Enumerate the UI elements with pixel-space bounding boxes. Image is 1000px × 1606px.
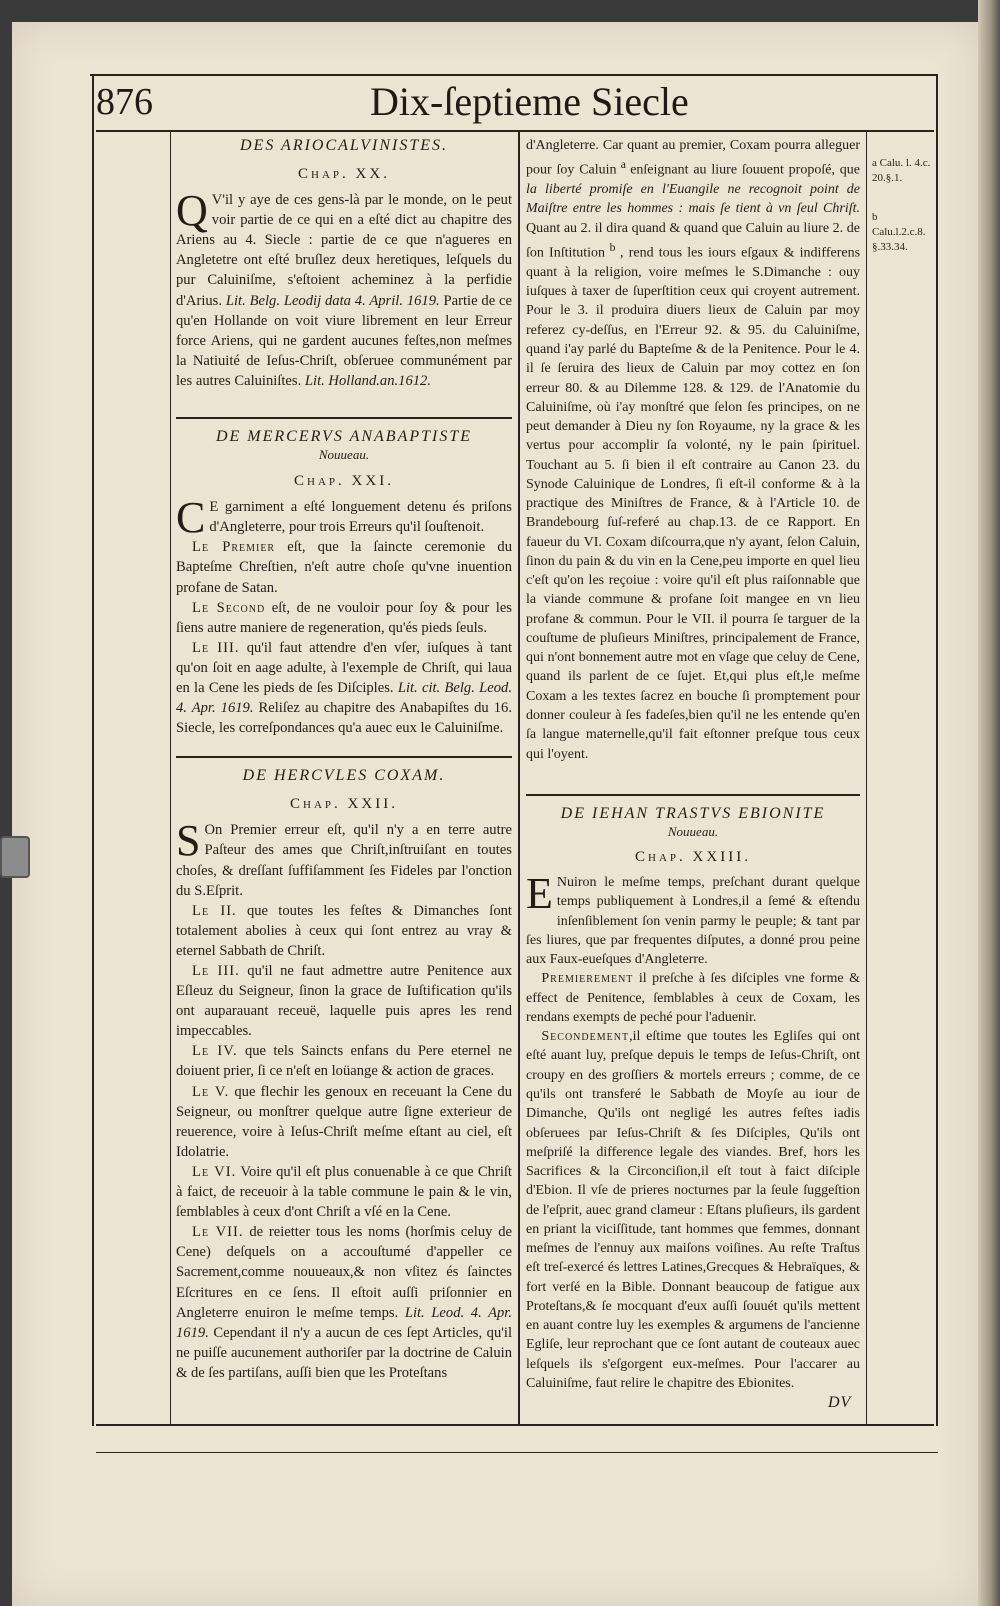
paragraph-text: Voire qu'il eſt plus conuenable à ce que Chriſt à faict, de receuoir à la table commune le pain & le vin, ſemblables à ceux d'ont Chriſt a vſé en la Cene. — [176, 1163, 512, 1221]
section-ariocalvinistes — [176, 136, 512, 391]
right-col-rule — [866, 132, 867, 1424]
citation: Lit. Belg. Leodij data 4. April. 1619. — [225, 292, 440, 309]
article-lead: Le IV. — [192, 1043, 238, 1060]
drop-cap: Q — [176, 186, 208, 236]
frame-top-rule — [90, 74, 938, 76]
page-edge — [978, 0, 1000, 1606]
chapter-heading: Chap. XXII. — [290, 796, 398, 813]
paragraph-text: il preſche à ſes diſciples vne forme & effect de Penitence, ſemblables à ceux de Coxam, les rendans exempts de peché pour l'aduenir. — [526, 971, 860, 1025]
margin-notes — [872, 152, 932, 255]
drop-cap: S — [176, 816, 201, 866]
paragraph-text: On Premier erreur eſt, qu'il n'y a en terre autre Paſteur des ames que Chriſt,inſtruiſant en toutes choſes, & dreſſant ſuffiſamment ſes Fideles par l'onction du S.Eſprit. — [176, 822, 512, 899]
paragraph — [176, 1222, 512, 1383]
section-title: DE MERCERVS ANABAPTISTE — [215, 428, 473, 446]
frame-right-rule — [936, 74, 938, 1426]
article-lead: Secondement — [541, 1029, 630, 1045]
binder-clip — [0, 836, 30, 878]
paragraph — [176, 901, 512, 961]
drop-cap: C — [176, 493, 206, 543]
paragraph-text: E garniment a eſté longuement detenu és priſons d'Angleterre, pour trois Erreurs qu'il ſouſtenoit. — [209, 499, 512, 536]
section-subtitle: Nouueau. — [318, 447, 370, 463]
paragraph-text: Reliſez au chapitre des Anabapiſtes du 16. Siecle, les correſpondances qu'a auec eux le Caluiniſme. — [176, 700, 512, 737]
bottom-rule-2 — [96, 1452, 938, 1453]
chapter-heading: Chap. XXI. — [294, 473, 394, 490]
paragraph — [176, 186, 512, 391]
paragraph — [176, 1041, 512, 1081]
frame-left-rule — [92, 74, 94, 1426]
article-lead: Le Premier — [192, 539, 276, 556]
drop-cap: E — [526, 869, 553, 919]
paragraph — [176, 537, 512, 597]
paragraph — [176, 493, 512, 543]
page-number: 876 — [96, 81, 153, 123]
margin-note-b: b Calu.l.2.c.8. §.33.34. — [872, 211, 926, 253]
note-marker: b — [605, 240, 621, 254]
section-title: DE HERCVLES COXAM. — [242, 767, 446, 785]
paragraph-text: , rend tous les iours eſgaux & indifferens quant à la religion, voire meſmes le S.Dimanche : ouy iuſques à taxer de ſuperſtition ceux qui croyent autrement. Pour le 3. il produira diuers lieux de Caluin par moy referez cy-deſſus, en l'Erreur 92. & 95. du Caluiniſme, quand i'ay parlé du Bapteſme & de la Penitence. Pour le 4. il ſe ſeruira des lieux de Caluin par moy cottez en ſon erreur 80. & au Dilemme 128. & 129. de l'Anatomie du Caluiniſme, où i'ay monſtré que ſelon ſes principes, on ne peut demander à Dieu ny ſon Royaume, ny la grace & les vertus pour accomplir ſa volonté, ny le pain ſpirituel. Touchant au 5. ſi bien il eſt contraire au Canon 23. du Synode Caluinique de Londres, ſi eſt-il conforme & à la practique des Miniſtres de France, & à l'Article 10. de Brandebourg ſuſ-referé au chap.13. de ce Rapport. En faueur du VI. Coxam diſcourra,que n'y ayant, ſelon Caluin, ſinon du pain & du vin en la Cene,peu importe en quel lieu c'eſt qu'on les reçoiue : voire qu'il eſt plus raiſonnable que la viande commune & profane ſoit mangee en vn lieu profane & commun. Pour le VII. il pourra ſe targuer de la couſtume de pluſieurs Miniſtres, principalement de France, qui n'ont bonnement autre mot en vſage que celuy de Cene, quand ils parlent de ce ſujet. Et,qui plus eſt,le meſme Coxam a les textes ſacrez en bouche ſi promptement pour donner couleur à ſes fadeſes,bien qu'il ne les entende qu'en ſa langue maternelle,qu'il fait eſtonner preſque tous ceux qui l'oyent. — [526, 245, 861, 762]
article-lead: Premierement — [541, 971, 634, 987]
paragraph — [176, 961, 512, 1041]
paragraph — [526, 1027, 860, 1393]
paragraph-text: Nuiron le meſme temps, preſchant durant quelque temps publiquement à Londres,il a ſemé & eſtendu inſenſiblement ſon venin parmy le peuple; & tant par ſes liures, que par frequentes diſputes, a donné prou peine aux Faux-eueſques d'Angleterre. — [526, 875, 860, 968]
header-rule — [96, 130, 934, 132]
section-trastus — [526, 804, 860, 1393]
citation: Lit. cit. Belg. Leod. 4. Apr. 1619. — [176, 679, 512, 717]
paragraph-text: Partie de ce qu'en Hollande on voit viure librement en leur Erreur force Ariens, qui ne gardent aucunes feſtes,non meſmes la Natiuité de Ieſus-Chriſt, obſeruee communément par les autres Caluiniſtes. — [176, 292, 512, 389]
right-column — [526, 136, 860, 1393]
section-mercerus — [176, 427, 512, 738]
section-title: DE IEHAN TRASTVS EBIONITE — [560, 804, 826, 822]
paragraph-text: de reietter tous les noms (horſmis celuy de Cene) deſquels on a accouſtumé d'appeller ce Sacrement,comme nouueaux,& non vſitez és ſainctes Eſcritures en ce ſens. Il eſtoit auſſi priſonnier en Angleterre enuiron le meſme temps. — [176, 1224, 512, 1321]
paragraph-continued — [526, 136, 860, 764]
article-lead: Le Second — [192, 599, 266, 616]
paragraph — [176, 816, 512, 900]
chapter-heading: Chap. XX. — [298, 166, 390, 182]
paragraph — [176, 638, 512, 738]
article-lead: Le VI. — [192, 1163, 237, 1180]
paragraph — [176, 1082, 512, 1162]
section-hercules-coxam — [176, 766, 512, 1383]
paragraph — [526, 969, 860, 1027]
article-lead: Le V. — [192, 1083, 230, 1100]
paragraph-text: ,il eſtime que toutes les Egliſes qui ont eſté auant luy, preſque depuis le temps de Ieſus-Chriſt, ont croupy en des groſſiers & mortels erreurs ; comme, de ce qu'ils ont transferé le Sabbath de Moyſe au iour de Dimanche, Qu'ils ont negligé les autres feſtes iadis obſeruees par Ieſus-Chriſt & ſes Diſciples, Qu'ils ont meſpriſé la difference legale des viandes. Bref, hors les Sacrifices & la Circonciſion,il eſt tout à faict diſciple d'Ebion. Il vſe de prieres nocturnes par la ſeule ſuggeſtion de l'eſprit, auec grand clameur : Eſtans pluſieurs, ils gardent en priant la viciſſitude, tant hommes que femmes, donnant meſmes de l'ennuy aux maiſons voiſines. Au reſte Traſtus eſt treſ-exercé és lettres Latines,Grecques & Hebraïques, & fort verſé en la Bible. Donnant beaucoup de fatigue aux Proteſtans,& ſe mocquant d'eux auſſi ſouuét qu'ils mettent en auant contre luy les exemples & argumens de l'ancienne Egliſe, leur reprochant que ce ſont autant de couteaux auec leſquels ils s'eſgorgent eux-meſmes. Pour l'accarer au Caluiniſme, faut relire le chapitre des Ebionites. — [526, 1029, 860, 1391]
section-rule — [176, 756, 512, 758]
center-col-rule — [518, 132, 520, 1424]
article-lead: Le III. — [192, 639, 240, 656]
paragraph-text: V'il y aye de ces gens-là par le monde, on le peut voir partie de ce qui en a eſté dict au chapitre des Ariens au 4. Siecle : partie de ce que n'agueres en Angletetre ont eſté bruſlez deux heretiques, leſquels du pur Caluiniſme, s'eſtoient acheminez à la perfidie d'Arius. — [176, 192, 512, 309]
margin-note-a: a Calu. l. 4.c. 20.§.1. — [872, 157, 931, 184]
paragraph — [176, 1162, 512, 1222]
paragraph-text: que flechir les genoux en receuant la Cene du Seigneur, ou monſtrer quelque autre ſigne exterieur de reuerence, voire à Ieſus-Chriſt meſme eſtant au ciel, eſt Idolatrie. — [176, 1083, 513, 1160]
left-col-rule — [170, 132, 171, 1424]
paragraph-text: que tels Saincts enfans du Pere eternel ne doiuent prier, ſi ce n'eſt en loüange & action de graces. — [176, 1043, 512, 1080]
section-rule — [176, 417, 512, 419]
section-rule — [526, 794, 860, 796]
chapter-heading: Chap. XXIII. — [635, 848, 751, 865]
paragraph-text: que toutes les feſtes & Dimanches ſont totalement abolies à ceux qui ſont entrez au vray & eternel Sabbath de Chriſt. — [176, 902, 512, 959]
paragraph-text: Quant au 2. il dira quand & quand que Caluin au liure 2. de ſon Inſtitution — [526, 220, 860, 261]
paragraph-text: eſt, de ne vouloir pour ſoy & pour les ſiens autre maniere de regeneration, qu'és pieds ſeuls. — [176, 599, 512, 636]
section-title: DES ARIOCALVINISTES. — [240, 137, 448, 154]
citation: Lit. Holland.an.1612. — [304, 372, 431, 389]
running-title: Dix-ſeptieme Siecle — [370, 79, 689, 124]
paragraph-text: d'Angleterre. Car quant au premier, Coxam pourra alleguer pour ſoy Caluin — [526, 138, 860, 178]
section-subtitle: Nouueau. — [667, 823, 719, 839]
paragraph-text: qu'il faut attendre d'en vſer, iuſques à tant qu'on ſoit en aage adulte, à l'exemple de Chriſt, qui laua en la Cene les pieds de ſes Diſciples. — [176, 639, 512, 696]
paragraph-text: enſeignant au liure ſouuent propoſé, que — [630, 162, 860, 178]
paragraph — [176, 598, 512, 638]
citation: Lit. Leod. 4. Apr. 1619. — [176, 1304, 512, 1341]
article-lead: Le VII. — [192, 1224, 244, 1241]
article-lead: Le II. — [192, 902, 237, 919]
paragraph-text: qu'il ne faut admettre autre Penitence aux Eſleuz du Seigneur, ſinon la grace de Iuſtification qu'ils ont auparauant receuë, laquelle puis apres les rend impeccables. — [176, 963, 512, 1040]
paragraph — [526, 869, 860, 969]
left-column — [176, 136, 512, 1383]
paragraph-text: Cependant il n'y a aucun de ces ſept Articles, qu'il ne puiſſe aucunement authoriſer par la doctrine de Caluin & de ſes partiſans, auſſi bien que les Proteſtans — [176, 1324, 512, 1381]
quotation: la liberté promiſe en l'Euangile ne recognoit point de Maiſtre entre les hommes : mais ſe tient à vn ſeul Chriſt. — [526, 182, 860, 217]
note-marker: a — [616, 158, 631, 172]
catchword: DV — [828, 1394, 852, 1411]
paragraph-text: eſt, que la ſaincte ceremonie du Bapteſme Chreſtien, n'eſt autre choſe qu'vne inuention profane de Satan. — [176, 539, 512, 596]
bottom-rule — [96, 1424, 934, 1426]
article-lead: Le III. — [192, 963, 240, 979]
